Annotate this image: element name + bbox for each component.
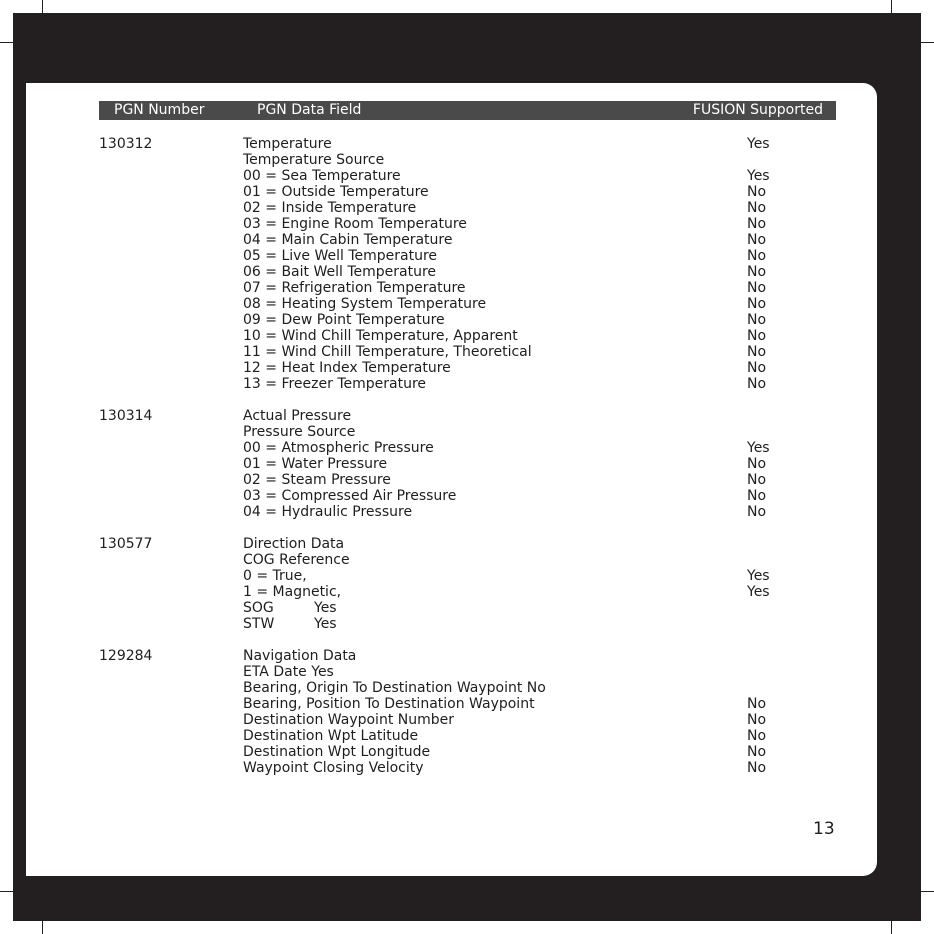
header-fusion-supported: FUSION Supported xyxy=(692,102,823,118)
fusion-supported-value: No xyxy=(747,360,767,376)
fusion-supported-value: No xyxy=(747,728,767,744)
pgn-data-field: 03 = Engine Room Temperature xyxy=(243,216,467,232)
pgn-data-field: SOG xyxy=(243,600,274,616)
pgn-data-field: 08 = Heating System Temperature xyxy=(243,296,487,312)
fusion-supported-value: No xyxy=(747,280,767,296)
pgn-data-field: 1 = Magnetic, xyxy=(243,584,342,600)
header-pgn-data-field: PGN Data Field xyxy=(257,102,362,118)
inline-supported-value: Yes xyxy=(314,600,337,616)
inline-supported-value: Yes xyxy=(314,616,337,632)
fusion-supported-value: No xyxy=(747,216,767,232)
pgn-data-field: 03 = Compressed Air Pressure xyxy=(243,488,457,504)
pgn-number: 130314 xyxy=(99,408,153,424)
fusion-supported-value: Yes xyxy=(747,568,770,584)
fusion-supported-value: Yes xyxy=(747,440,770,456)
pgn-data-field: 02 = Inside Temperature xyxy=(243,200,417,216)
pgn-data-field: 00 = Atmospheric Pressure xyxy=(243,440,434,456)
pgn-data-field: 09 = Dew Point Temperature xyxy=(243,312,445,328)
pgn-data-field: Bearing, Position To Destination Waypoint xyxy=(243,696,535,712)
fusion-supported-value: No xyxy=(747,744,767,760)
pgn-data-field: 02 = Steam Pressure xyxy=(243,472,391,488)
fusion-supported-value: No xyxy=(747,760,767,776)
pgn-data-field: 04 = Main Cabin Temperature xyxy=(243,232,453,248)
pgn-data-field: Actual Pressure xyxy=(243,408,352,424)
pgn-data-field: Destination Wpt Longitude xyxy=(243,744,431,760)
fusion-supported-value: Yes xyxy=(747,168,770,184)
pgn-data-field: 0 = True, xyxy=(243,568,307,584)
table-header xyxy=(99,101,836,120)
pgn-data-field: Navigation Data xyxy=(243,648,357,664)
pgn-data-field: ETA Date Yes xyxy=(243,664,334,680)
pgn-data-field: 00 = Sea Temperature xyxy=(243,168,401,184)
pgn-data-field: 11 = Wind Chill Temperature, Theoretical xyxy=(243,344,532,360)
page-number: 13 xyxy=(813,819,835,839)
pgn-data-field: Bearing, Origin To Destination Waypoint No xyxy=(243,680,546,696)
pgn-data-field: 13 = Freezer Temperature xyxy=(243,376,427,392)
fusion-supported-value: No xyxy=(747,344,767,360)
pgn-data-field: 04 = Hydraulic Pressure xyxy=(243,504,413,520)
fusion-supported-value: No xyxy=(747,504,767,520)
pgn-data-field: Destination Wpt Latitude xyxy=(243,728,419,744)
pgn-number: 130577 xyxy=(99,536,153,552)
fusion-supported-value: No xyxy=(747,296,767,312)
pgn-data-field: 06 = Bait Well Temperature xyxy=(243,264,437,280)
pgn-data-field: 05 = Live Well Temperature xyxy=(243,248,438,264)
pgn-data-field: Destination Waypoint Number xyxy=(243,712,454,728)
pgn-data-field: 01 = Outside Temperature xyxy=(243,184,429,200)
pgn-data-field: 10 = Wind Chill Temperature, Apparent xyxy=(243,328,518,344)
fusion-supported-value: No xyxy=(747,232,767,248)
header-pgn-number: PGN Number xyxy=(114,102,205,118)
fusion-supported-value: No xyxy=(747,696,767,712)
pgn-data-field: COG Reference xyxy=(243,552,350,568)
fusion-supported-value: No xyxy=(747,376,767,392)
pgn-number: 130312 xyxy=(99,136,153,152)
fusion-supported-value: No xyxy=(747,200,767,216)
pgn-data-field: 07 = Refrigeration Temperature xyxy=(243,280,466,296)
fusion-supported-value: No xyxy=(747,456,767,472)
pgn-data-field: 12 = Heat Index Temperature xyxy=(243,360,451,376)
fusion-supported-value: No xyxy=(747,488,767,504)
pgn-number: 129284 xyxy=(99,648,153,664)
pgn-data-field: Pressure Source xyxy=(243,424,356,440)
fusion-supported-value: No xyxy=(747,248,767,264)
fusion-supported-value: No xyxy=(747,184,767,200)
pgn-data-field: Waypoint Closing Velocity xyxy=(243,760,424,776)
fusion-supported-value: No xyxy=(747,264,767,280)
pgn-data-field: STW xyxy=(243,616,275,632)
pgn-data-field: Temperature xyxy=(243,136,332,152)
fusion-supported-value: Yes xyxy=(747,136,770,152)
fusion-supported-value: No xyxy=(747,328,767,344)
fusion-supported-value: No xyxy=(747,712,767,728)
fusion-supported-value: No xyxy=(747,312,767,328)
fusion-supported-value: No xyxy=(747,472,767,488)
pgn-data-field: Direction Data xyxy=(243,536,345,552)
pgn-data-field: Temperature Source xyxy=(243,152,385,168)
fusion-supported-value: Yes xyxy=(747,584,770,600)
pgn-data-field: 01 = Water Pressure xyxy=(243,456,388,472)
